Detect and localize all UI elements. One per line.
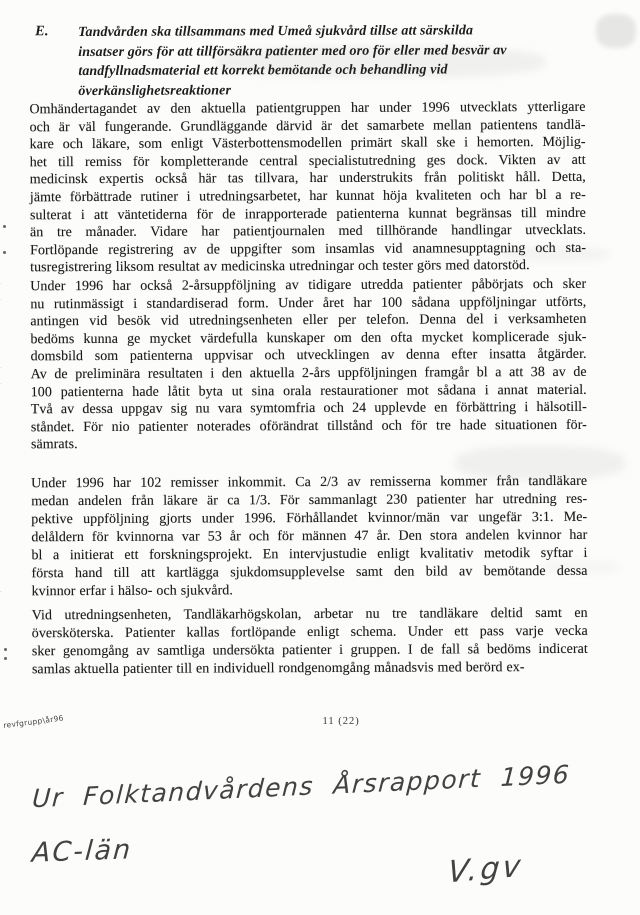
text-line: Vid utredningsenheten, Tandläkarhögskolan, arbetar nu tre tandläkare deltid samt en [31,605,588,624]
text-line: bl a initierat ett forskningsprojekt. En intervjustudie enligt kvalitativ metodik syftar i [31,545,588,564]
text-line: översköterska. Patienter kallas fortlöpande enligt schema. Under ett pass varje vecka [31,623,588,642]
text-line: pektive uppföljning gjorts under 1996. Förhållandet kvinnor/män var ungefär 3:1. Me- [31,509,588,528]
text-line: tusregistrering liksom resultat av medicinska utredningar och tester görs med datorstöd. [30,258,530,276]
handwritten-source-note: Ur Folktandvårdens Årsrapport 1996 [31,759,572,814]
text-line: överkänslighetsreaktioner [78,82,232,99]
text-line: 100 patienterna hade låtit byta ut sina orala restaurationer mot sådana i annat material. [30,382,587,400]
bleedthrough-smudge [455,446,625,480]
ink-speck [4,648,7,651]
paragraph-3 [31,473,588,601]
bleedthrough-smudge [215,46,545,78]
text-line: än tre månader. Vidare har patientjournalen med tillhörande handlingar utvecklats. [29,222,587,241]
text-line: ståndet. För nio patienter noterades oförändrat tillstånd och för tre hade situationen för- [30,417,587,436]
text-line: Omhändertagandet av den aktuella patientgruppen har under 1996 utvecklats ytterligare [29,99,586,118]
text-line: insatser görs för att tillförsäkra patienter med oro för eller med besvär av [78,42,507,60]
text-line: Under 1996 har 102 remisser inkommit. Ca 2/3 av remisserna kommer från tandläkare [31,473,588,492]
text-line: sulterat i att väntetiderna för de inrapporterade patienterna kunnat begränsas till mindre [29,205,586,223]
bleedthrough-smudge [500,246,610,262]
ink-speck [3,225,6,228]
text-line: Tandvården ska tillsammans med Umeå sjukvård tillse att särskilda [78,23,474,41]
text-line: antingen vid besök vid utredningsenheten eller per telefon. Denna del i verksamheten [30,312,587,330]
text-line: domsbild som patienterna uppvisar och utvecklingen av denna efter insatta åtgärder. [30,347,587,365]
bleedthrough-smudge [540,560,620,574]
text-line: Två av dessa uppgav sig nu vara symtomfria och 24 upplevde en förbättring i hälsotill- [30,399,587,418]
text-line: och är väl fungerande. Grundläggande därvid är det samarbete mellan patientens tandlä- [29,117,586,135]
text-line: nu rutinmässigt i standardiserad form. Under året har 100 sådana uppföljningar utförts, [30,294,587,312]
text-line: Av de preliminära resultaten i den aktuella 2-års uppföljningen framgår bl a att 38 av de [30,364,587,383]
text-line: samlas aktuella patienter till en individuell rondgenomgång månadsvis med berörd ex- [31,660,525,678]
handwritten-county-note: AC-län [30,834,134,869]
text-line: sker genomgång av samtliga undersökta patienter i gruppen. I de fall så bedöms indicerat [31,641,588,660]
paragraph-2 [30,276,587,454]
text-line: jämte förbättrade rutiner i utredningsarbetet, har kunnat höja kvaliteten och har bl a re- [29,187,586,206]
page-number: 11 (22) [322,715,360,727]
text-line: tandfyllnadsmaterial ett korrekt bemötande och behandling vid [78,62,448,80]
text-line: medan andelen från läkare är ca 1/3. För sammanlagt 230 patienter har utredning res- [31,491,588,510]
text-line: Under 1996 har också 2-årsuppföljning av tidigare utredda patienter påbörjats och sker [30,276,587,295]
ink-speck [3,251,6,254]
text-line: Fortlöpande registrering av de uppgifter som insamlas vid anamnesupptagning och sta- [30,240,587,259]
text-line: kare och läkare, som enligt Västerbottensmodellen primärt skall ske i hemorten. Möjlig- [29,135,586,153]
text-line: kvinnor erfar i hälso- och sjukvård. [31,583,233,600]
text-line: sämrats. [30,437,78,453]
text-line: het till remiss för kompletterande central specialistutredning ges dock. Vikten av att [29,152,586,171]
ink-speck [4,657,7,660]
handwritten-signature: V.gv [446,848,525,891]
text-line: delåldern för kvinnorna var 53 år och för männen 47 år. Den stora andelen kvinnor har [31,527,588,546]
paragraph-4 [32,605,588,679]
section-label: E. [35,23,49,40]
text-line: bedöms kunna ge mycket värdefulla kunskaper om den ofta mycket komplicerade sjuk- [30,329,587,348]
footer-file-reference: revfgrupp\år96 [2,713,65,731]
text-line: första hand till att kartlägga sjukdomsupplevelse samt den bild av bemötande dessa [31,563,588,582]
corner-smudge [596,14,636,48]
text-line: medicinsk expertis också här tas tillvara, har understrukits från politiskt håll. Detta, [29,170,586,188]
